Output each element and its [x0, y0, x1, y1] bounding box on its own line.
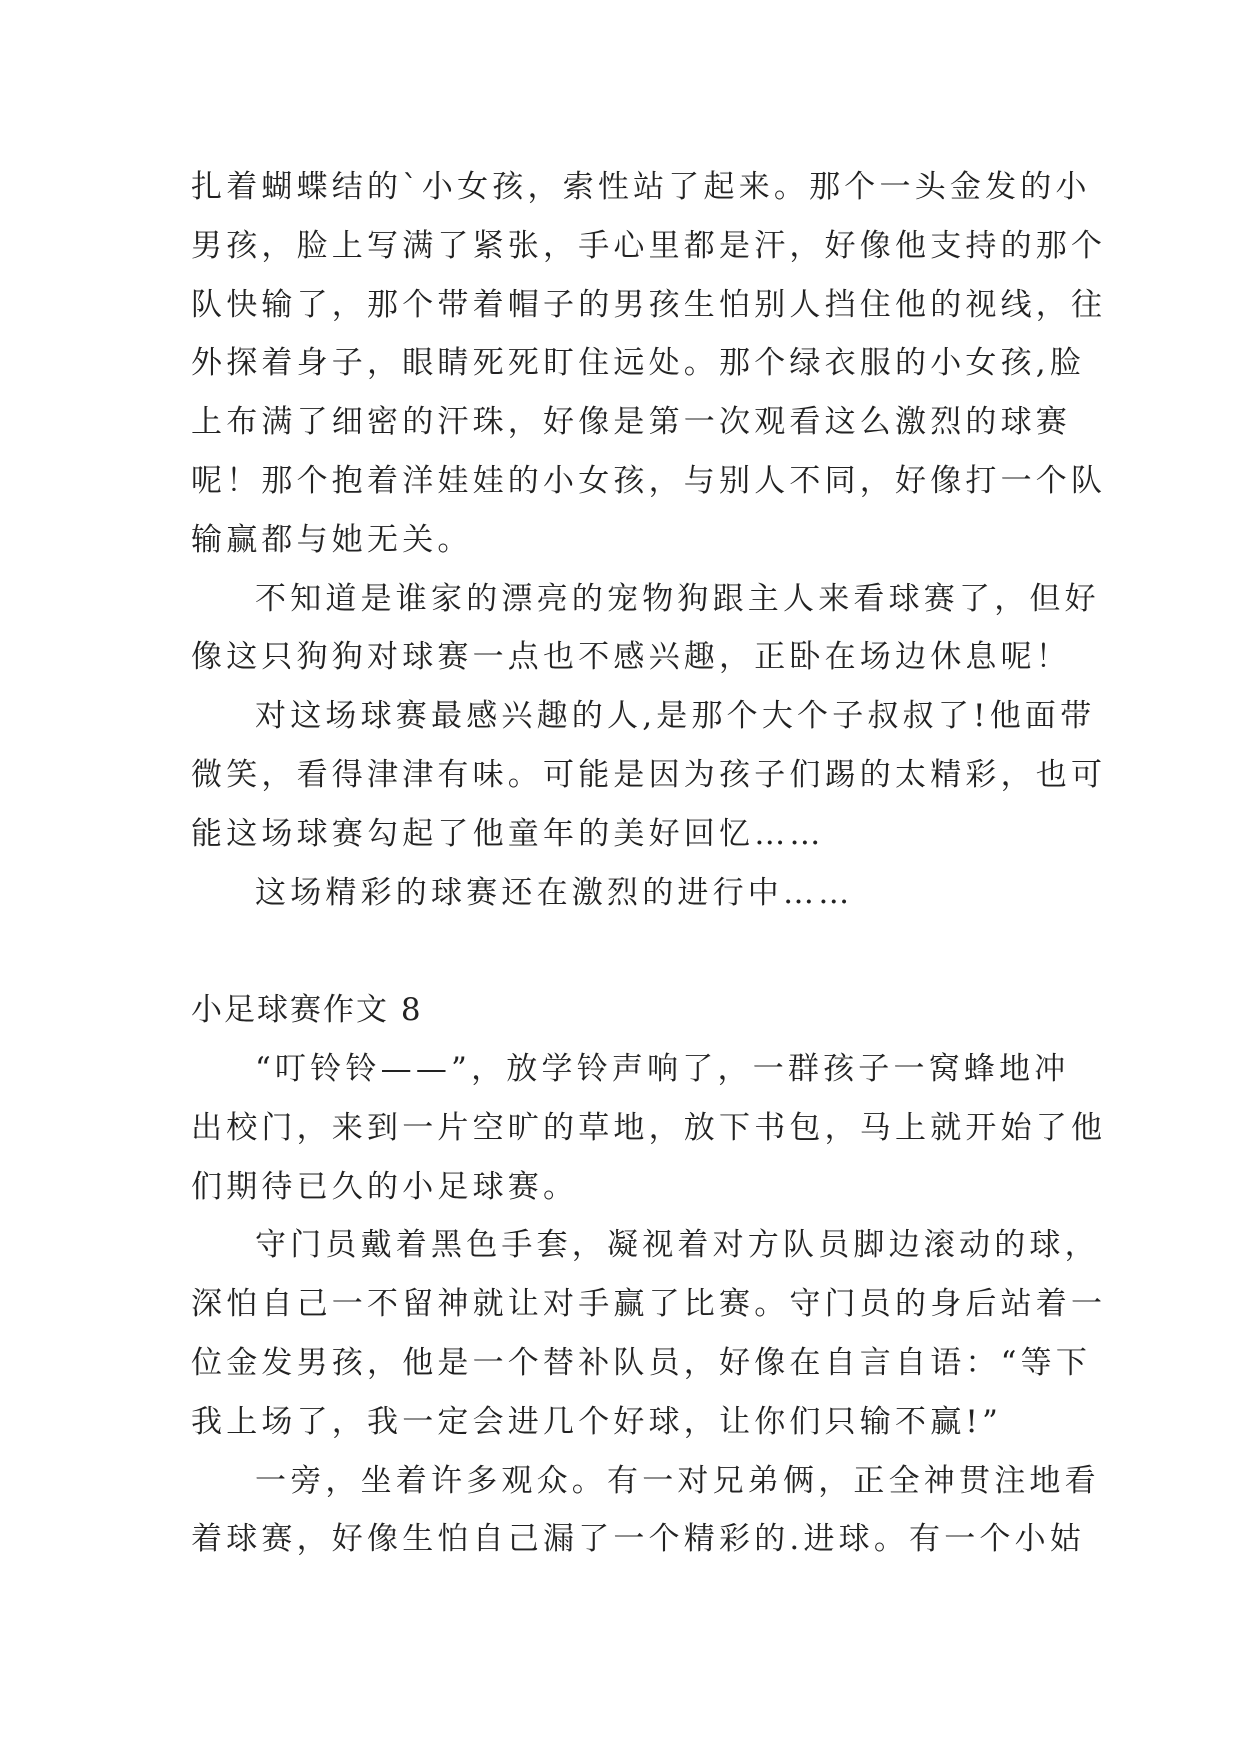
paragraph [191, 864, 1051, 923]
text-line: 出校门，来到一片空旷的草地，放下书包，马上就开始了他 [191, 1109, 1107, 1146]
paragraph [191, 158, 1107, 570]
text-line: 扎着蝴蝶结的`小女孩，索性站了起来。那个一头金发的小 [191, 169, 1091, 205]
section-title: 小足球赛作文 8 [191, 992, 423, 1029]
text-line: 守门员戴着黑色手套，凝视着对方队员脚边滚动的球， [255, 1227, 1100, 1264]
text-line: 队快输了，那个带着帽子的男孩生怕别人挡住他的视线，往 [191, 286, 1107, 323]
text-line: 能这场球赛勾起了他童年的美好回忆…… [191, 815, 825, 852]
text-line: 像这只狗狗对球赛一点也不感兴趣，正卧在场边休息呢！ [191, 639, 1071, 676]
text-line: 这场精彩的球赛还在激烈的进行中…… [255, 874, 854, 911]
text-line: 输赢都与她无关。 [191, 521, 473, 558]
text-line: “叮铃铃——”，放学铃声响了，一群孩子一窝蜂地冲 [255, 1050, 1070, 1087]
text-line: 不知道是谁家的漂亮的宠物狗跟主人来看球赛了，但好 [255, 580, 1100, 617]
text-line: 位金发男孩，他是一个替补队员，好像在自言自语：“等下 [191, 1344, 1092, 1381]
text-line: 上布满了细密的汗珠，好像是第一次观看这么激烈的球赛 [191, 404, 1071, 441]
text-line: 对这场球赛最感兴趣的人,是那个大个子叔叔了!他面带 [255, 698, 1096, 735]
document-body [191, 158, 1107, 1569]
text-line: 呢！那个抱着洋娃娃的小女孩，与别人不同，好像打一个队 [191, 462, 1107, 499]
paragraph [191, 1452, 1100, 1570]
paragraph [191, 1040, 1107, 1216]
text-line: 一旁，坐着许多观众。有一对兄弟俩，正全神贯注地看 [255, 1462, 1100, 1499]
text-line: 男孩，脸上写满了紧张，手心里都是汗，好像他支持的那个 [191, 227, 1107, 264]
section-spacer [191, 922, 1051, 981]
text-line: 们期待已久的小足球赛。 [191, 1168, 579, 1205]
paragraph [191, 687, 1107, 863]
text-line: 我上场了，我一定会进几个好球，让你们只输不赢!” [191, 1403, 1003, 1440]
text-line: 深怕自己一不留神就让对手赢了比赛。守门员的身后站着一 [191, 1286, 1107, 1323]
paragraph [191, 570, 1100, 688]
paragraph [191, 1216, 1107, 1451]
text-line: 微笑，看得津津有味。可能是因为孩子们踢的太精彩，也可 [191, 756, 1107, 793]
text-line: 着球赛，好像生怕自己漏了一个精彩的.进球。有一个小姑 [191, 1521, 1086, 1558]
text-line: 外探着身子，眼睛死死盯住远处。那个绿衣服的小女孩,脸 [191, 345, 1086, 382]
